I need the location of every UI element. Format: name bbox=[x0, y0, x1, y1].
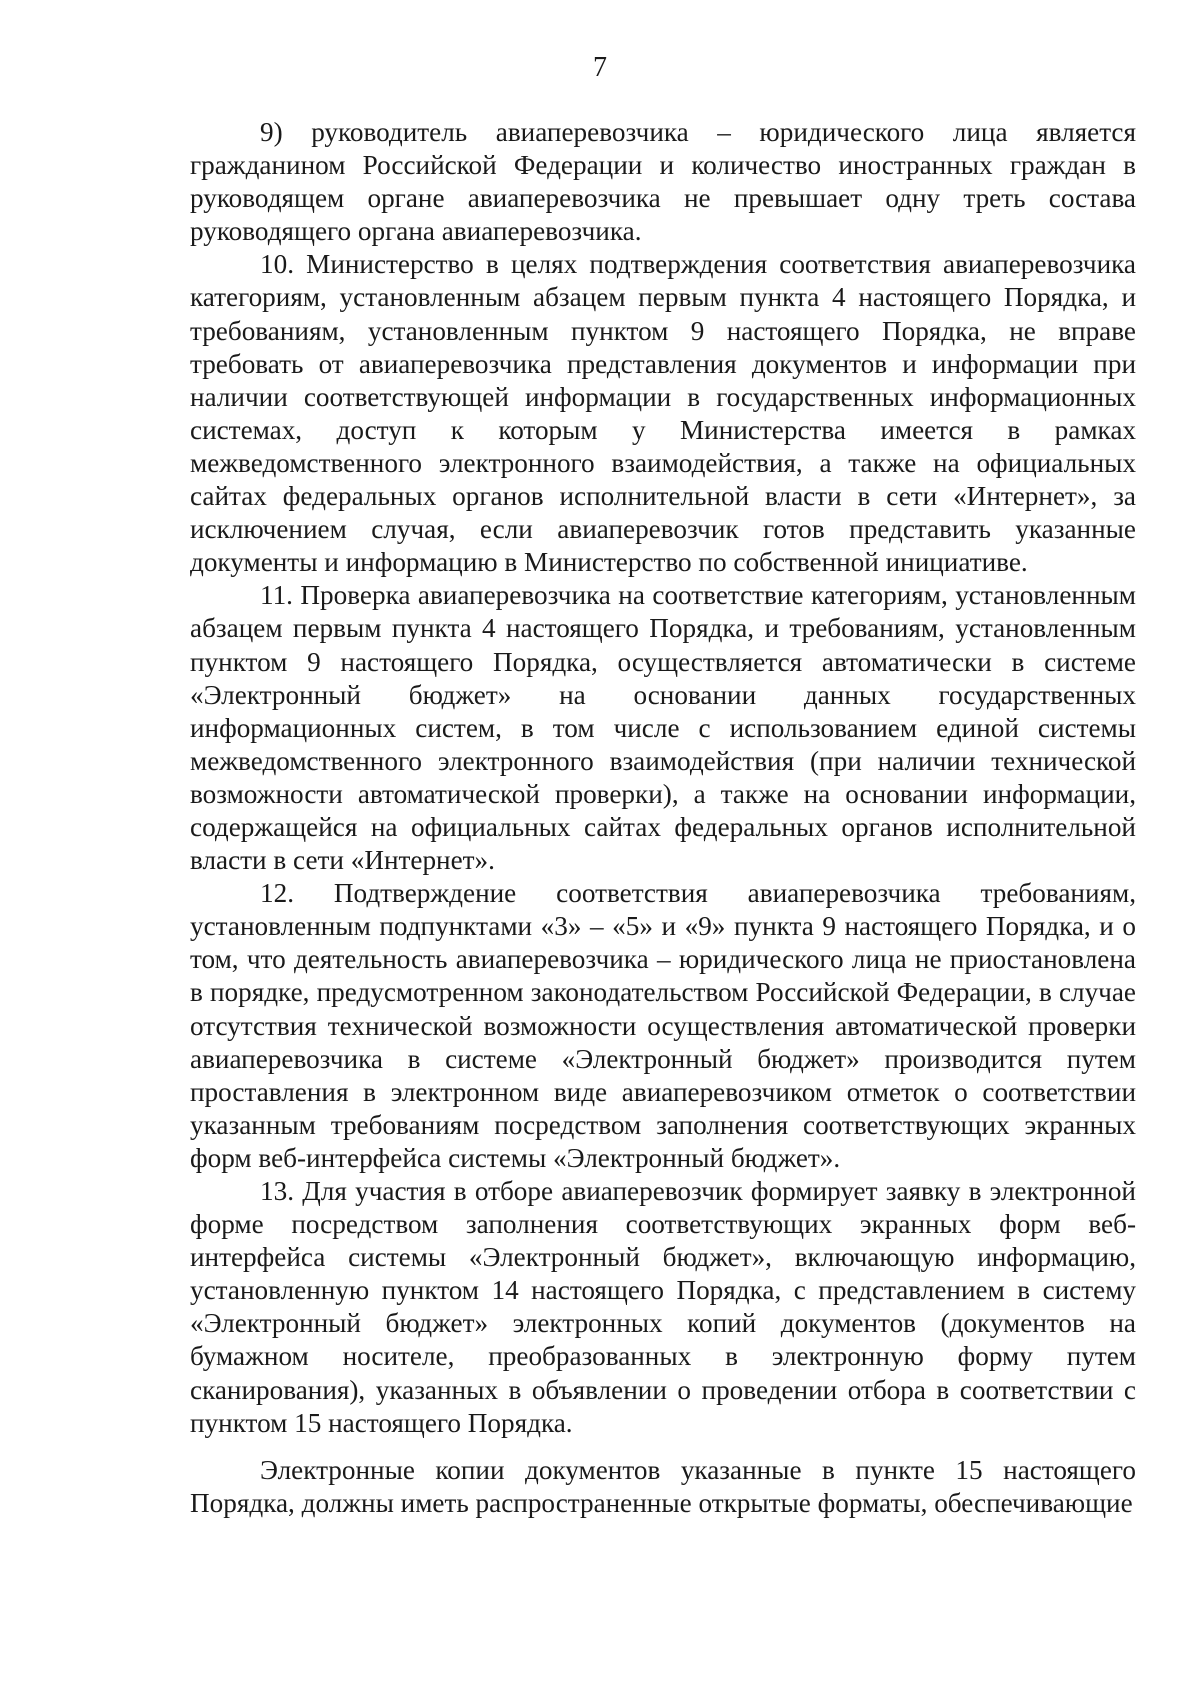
document-body bbox=[190, 116, 1136, 1520]
page-number: 7 bbox=[593, 52, 607, 83]
paragraph-12: 12. Подтверждение соответствия авиаперевозчика требованиям, установленным подпунктами «3» – «5» и «9» пункта 9 настоящего Порядка, и о том, что деятельность авиаперевозчика – юридического лица не приостановлена в порядке, предусмотренном законодательством Российской Федерации, в случае отсутствия технической возможности осуществления автоматической проверки авиаперевозчика в системе «Электронный бюджет» производится путем проставления в электронном виде авиаперевозчиком отметок о соответствии указанным требованиям посредством заполнения соответствующих экранных форм веб-интерфейса системы «Электронный бюджет». bbox=[190, 878, 1136, 1173]
paragraph-11: 11. Проверка авиаперевозчика на соответствие категориям, установленным абзацем первым пункта 4 настоящего Порядка, и требованиям, установленным пунктом 9 настоящего Порядка, осуществляется автоматически в системе «Электронный бюджет» на основании данных государственных информационных систем, в том числе с использованием единой системы межведомственного электронного взаимодействия (при наличии технической возможности автоматической проверки), а также на основании информации, содержащейся на официальных сайтах федеральных органов исполнительной власти в сети «Интернет». bbox=[190, 580, 1136, 876]
paragraph-item-9: 9) руководитель авиаперевозчика – юридического лица является гражданином Российской Федерации и количество иностранных граждан в руководящем органе авиаперевозчика не превышает одну треть состава руководящего органа авиаперевозчика. bbox=[190, 117, 1136, 247]
paragraph-electronic-copies: Электронные копии документов указанные в пункте 15 настоящего Порядка, должны иметь распространенные открытые форматы, обеспечивающие bbox=[190, 1454, 1136, 1518]
paragraph-13: 13. Для участия в отборе авиаперевозчик формирует заявку в электронной форме посредством заполнения соответствующих экранных форм веб-интерфейса системы «Электронный бюджет», включающую информацию, установленную пунктом 14 настоящего Порядка, с представлением в систему «Электронный бюджет» электронных копий документов (документов на бумажном носителе, преобразованных в электронную форму путем сканирования), указанных в объявлении о проведении отбора в соответствии с пунктом 15 настоящего Порядка. bbox=[190, 1176, 1136, 1438]
paragraph-10: 10. Министерство в целях подтверждения соответствия авиаперевозчика категориям, установленным абзацем первым пункта 4 настоящего Порядка, и требованиям, установленным пунктом 9 настоящего Порядка, не вправе требовать от авиаперевозчика представления документов и информации при наличии соответствующей информации в государственных информационных системах, доступ к которым у Министерства имеется в рамках межведомственного электронного взаимодействия, а также на официальных сайтах федеральных органов исполнительной власти в сети «Интернет», за исключением случая, если авиаперевозчик готов представить указанные документы и информацию в Министерство по собственной инициативе. bbox=[190, 249, 1136, 578]
